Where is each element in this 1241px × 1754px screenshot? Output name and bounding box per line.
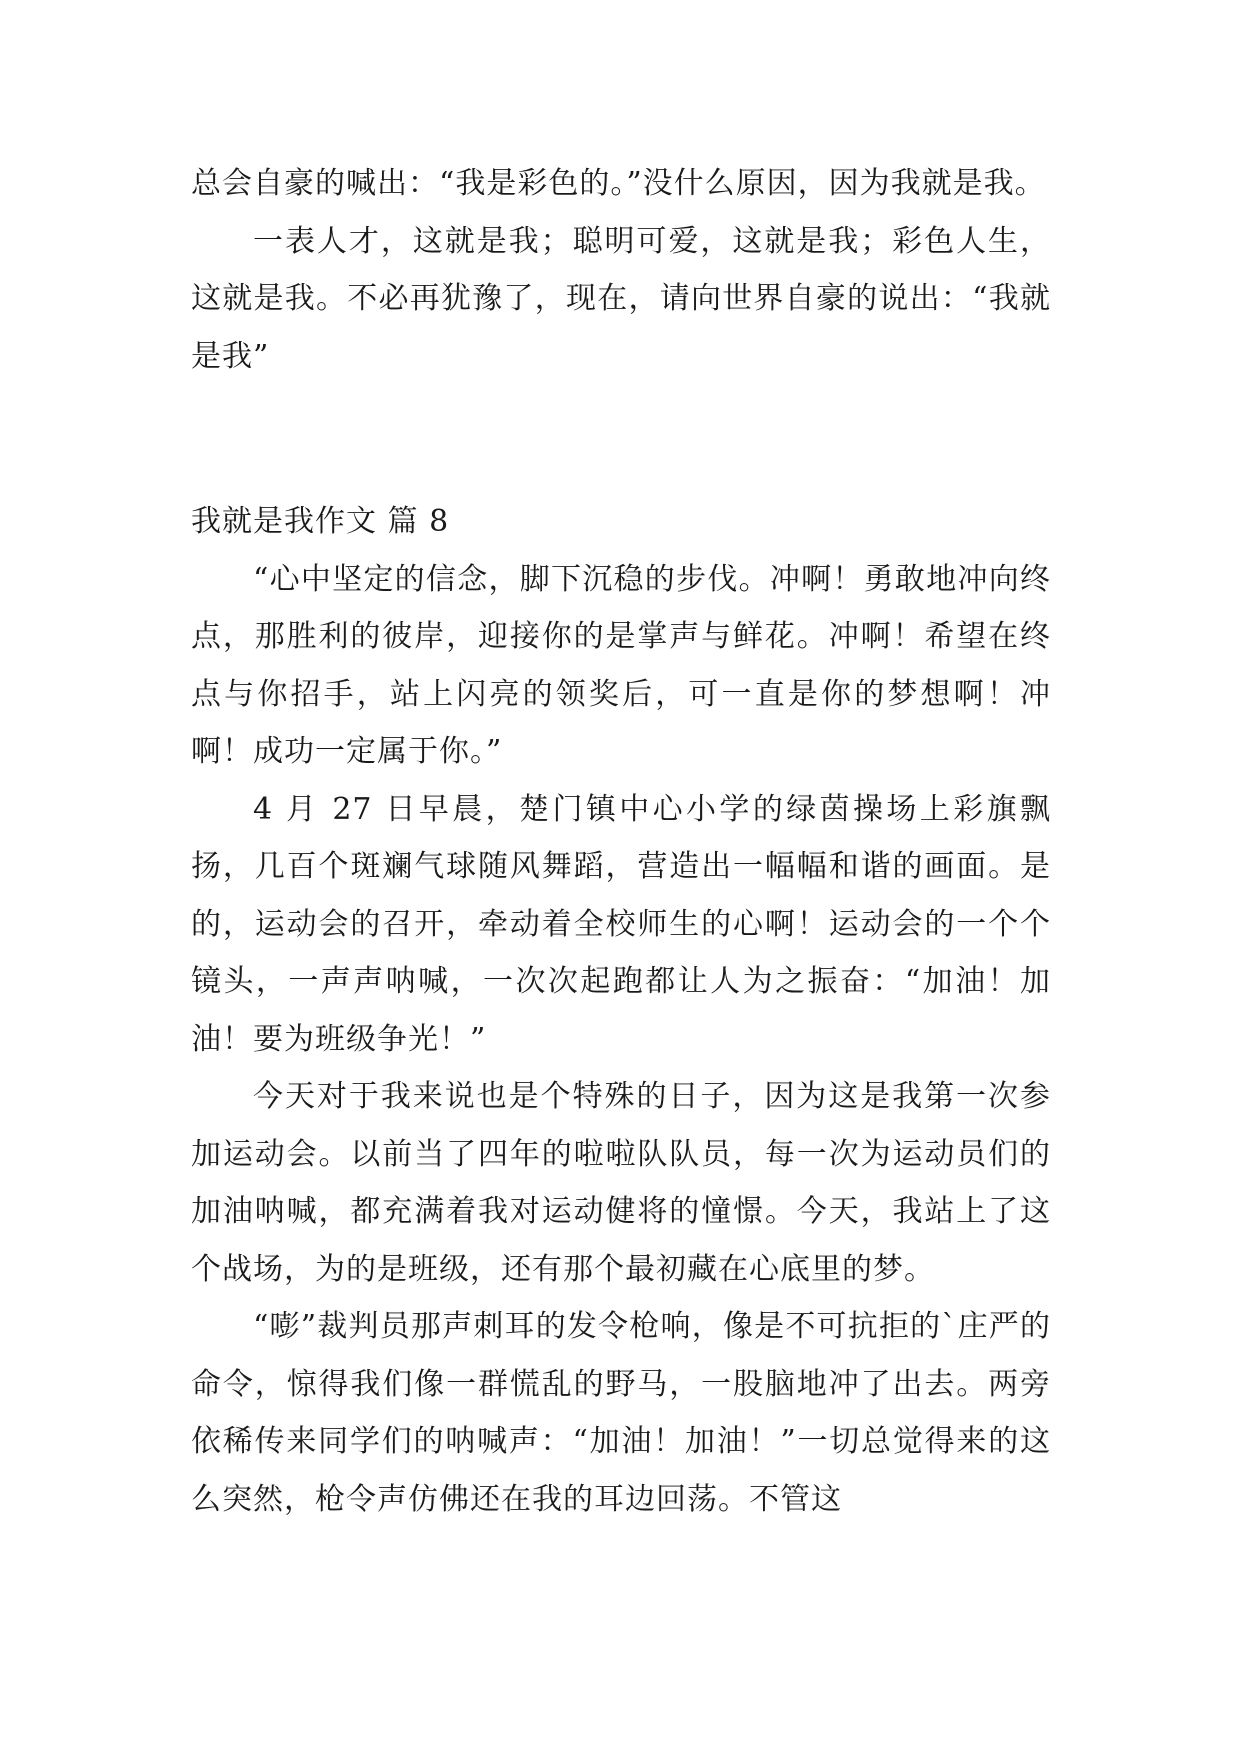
document-body <box>191 155 1051 1528</box>
paragraph: 4 月 27 日早晨，楚门镇中心小学的绿茵操场上彩旗飘扬，几百个斑斓气球随风舞蹈，营造出一幅幅和谐的画面。是的，运动会的召开，牵动着全校师生的心啊！运动会的一个个镜头，一声声呐喊，一次次起跑都让人为之振奋：“加油！加油！要为班级争光！” <box>191 791 1051 1057</box>
paragraph: “嘭”裁判员那声刺耳的发令枪响，像是不可抗拒的`庄严的命令，惊得我们像一群慌乱的野马，一股脑地冲了出去。两旁依稀传来同学们的呐喊声：“加油！加油！”一切总觉得来的这么突然，枪令声仿佛还在我的耳边回荡。不管这 <box>191 1309 1051 1517</box>
paragraph: 今天对于我来说也是个特殊的日子，因为这是我第一次参加运动会。以前当了四年的啦啦队队员，每一次为运动员们的加油呐喊，都充满着我对运动健将的憧憬。今天，我站上了这个战场，为的是班级，还有那个最初藏在心底里的梦。 <box>191 1079 1051 1287</box>
paragraph-continuation: 总会自豪的喊出：“我是彩色的。”没什么原因，因为我就是我。 <box>191 166 1046 201</box>
section-heading: 我就是我作文 篇 8 <box>191 504 450 539</box>
paragraph: 一表人才，这就是我；聪明可爱，这就是我；彩色人生，这就是我。不必再犹豫了，现在，请向世界自豪的说出：“我就是我” <box>191 223 1051 374</box>
section-spacer <box>191 385 1051 493</box>
paragraph: “心中坚定的信念，脚下沉稳的步伐。冲啊！勇敢地冲向终点，那胜利的彼岸，迎接你的是掌声与鲜花。冲啊！希望在终点与你招手，站上闪亮的领奖后，可一直是你的梦想啊！冲啊！成功一定属于你。” <box>191 561 1051 769</box>
